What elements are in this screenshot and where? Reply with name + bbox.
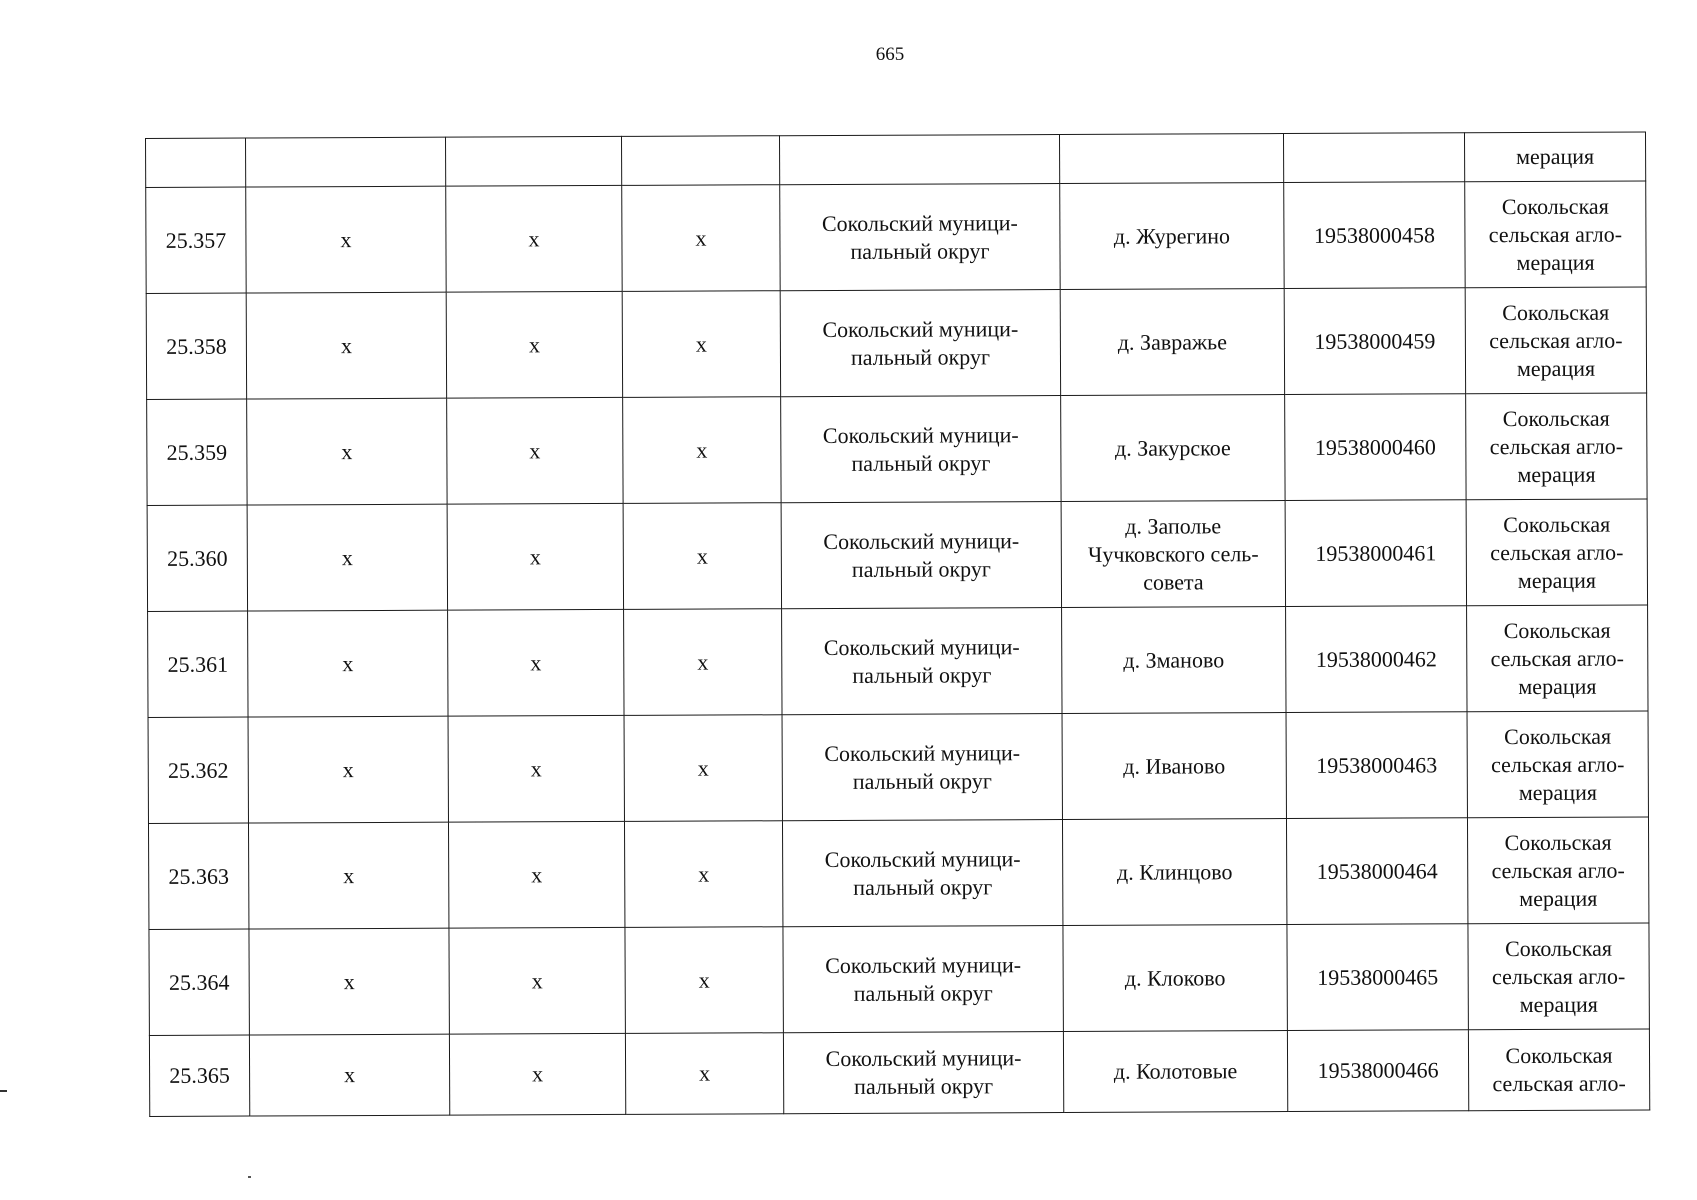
cell-col4: x (622, 185, 780, 292)
cell-col4: x (625, 927, 783, 1034)
scan-speck (248, 1176, 251, 1178)
cell-code: 19538000465 (1287, 924, 1468, 1031)
cell-col3: x (448, 609, 624, 716)
table-row (146, 287, 1646, 400)
cell-col4: x (622, 291, 780, 398)
cell-code: 19538000463 (1286, 712, 1467, 819)
cell-num: 25.359 (147, 399, 247, 505)
cell-municipality: Сокольский муници- пальный округ (780, 184, 1060, 291)
cell-agglomeration: Сокольская сельская агло- мерация (1467, 711, 1648, 818)
cell-col2: x (246, 186, 446, 293)
cell-col2: x (248, 822, 448, 929)
cell-municipality: Сокольский муници- пальный округ (781, 502, 1061, 609)
cell-municipality: Сокольский муници- пальный округ (783, 1032, 1063, 1114)
cell-col4: x (624, 821, 782, 928)
table-row (148, 817, 1648, 930)
cell-num: 25.365 (149, 1035, 249, 1116)
cell-col4: x (624, 609, 782, 716)
cell-agglomeration: Сокольская сельская агло- мерация (1466, 393, 1647, 500)
cell-code: 19538000461 (1285, 500, 1466, 607)
cell-municipality: Сокольский муници- пальный округ (782, 820, 1062, 927)
cell-settlement: д. Колотовые (1063, 1031, 1287, 1113)
cell-col3 (445, 136, 621, 186)
cell-col2 (246, 137, 446, 187)
cell-col2: x (247, 398, 447, 505)
cell-col2: x (249, 928, 449, 1035)
cell-num: 25.357 (146, 187, 246, 293)
cell-col3: x (447, 397, 623, 504)
cell-col3: x (449, 927, 625, 1034)
cell-col4 (621, 136, 779, 186)
table-row (148, 711, 1648, 824)
table-body (146, 132, 1650, 1117)
cell-num: 25.358 (146, 293, 246, 399)
cell-municipality: Сокольский муници- пальный округ (780, 290, 1060, 397)
cell-settlement: д. Зманово (1062, 607, 1286, 714)
cell-agglomeration: Сокольская сельская агло- (1468, 1029, 1649, 1111)
table-row (149, 1029, 1649, 1117)
table-row (148, 605, 1648, 718)
cell-code: 19538000460 (1285, 394, 1466, 501)
cell-col3: x (449, 1033, 625, 1115)
cell-settlement: д. Заполье Чучковского сель- совета (1061, 501, 1285, 608)
cell-settlement: д. Завражье (1060, 289, 1284, 396)
cell-col3: x (448, 715, 624, 822)
cell-col4: x (623, 503, 781, 610)
cell-settlement: д. Иваново (1062, 713, 1286, 820)
cell-settlement: д. Журегино (1060, 183, 1284, 290)
cell-code: 19538000466 (1287, 1030, 1468, 1112)
cell-agglomeration: Сокольская сельская агло- мерация (1468, 923, 1649, 1030)
cell-col2: x (248, 610, 448, 717)
table-row (146, 181, 1646, 294)
cell-num (146, 138, 246, 187)
cell-agglomeration: Сокольская сельская агло- мерация (1466, 499, 1647, 606)
cell-num: 25.362 (148, 717, 248, 823)
cell-code: 19538000464 (1286, 818, 1467, 925)
cell-agglomeration: Сокольская сельская агло- мерация (1465, 287, 1646, 394)
table-row (147, 499, 1647, 612)
settlements-table (145, 131, 1650, 1117)
cell-col2: x (249, 1034, 449, 1116)
cell-col3: x (446, 185, 622, 292)
cell-agglomeration: мерация (1464, 132, 1645, 182)
cell-settlement: д. Закурское (1061, 395, 1285, 502)
cell-settlement (1059, 134, 1283, 184)
cell-municipality: Сокольский муници- пальный округ (782, 608, 1062, 715)
cell-municipality (779, 135, 1059, 185)
cell-col2: x (248, 716, 448, 823)
cell-num: 25.364 (149, 929, 249, 1035)
cell-col2: x (246, 292, 446, 399)
cell-settlement: д. Клоково (1063, 925, 1287, 1032)
cell-settlement: д. Клинцово (1062, 819, 1286, 926)
cell-num: 25.360 (147, 505, 247, 611)
table-row-continuation (146, 132, 1646, 188)
cell-agglomeration: Сокольская сельская агло- мерация (1467, 817, 1648, 924)
cell-municipality: Сокольский муници- пальный округ (783, 926, 1063, 1033)
cell-code: 19538000459 (1284, 288, 1465, 395)
cell-col4: x (624, 715, 782, 822)
cell-num: 25.363 (148, 823, 248, 929)
table-row (147, 393, 1647, 506)
scan-edge-mark (0, 1090, 7, 1092)
table-row (149, 923, 1649, 1036)
cell-num: 25.361 (148, 611, 248, 717)
cell-col3: x (446, 291, 622, 398)
cell-code: 19538000458 (1284, 182, 1465, 289)
cell-col4: x (625, 1033, 783, 1115)
cell-col3: x (448, 821, 624, 928)
cell-col2: x (247, 504, 447, 611)
cell-agglomeration: Сокольская сельская агло- мерация (1467, 605, 1648, 712)
cell-municipality: Сокольский муници- пальный округ (781, 396, 1061, 503)
cell-municipality: Сокольский муници- пальный округ (782, 714, 1062, 821)
cell-agglomeration: Сокольская сельская агло- мерация (1465, 181, 1646, 288)
page-number: 665 (875, 44, 905, 65)
cell-col3: x (447, 503, 623, 610)
cell-col4: x (623, 397, 781, 504)
cell-code: 19538000462 (1286, 606, 1467, 713)
cell-code (1283, 133, 1464, 183)
